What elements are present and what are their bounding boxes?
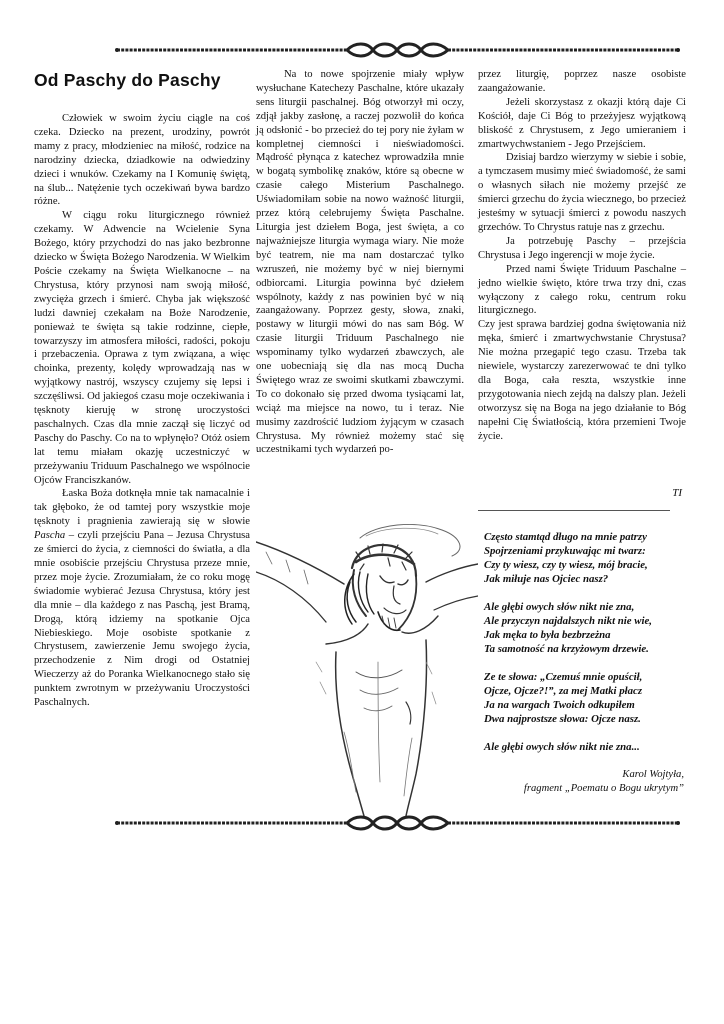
poem: [484, 530, 689, 768]
poem-line: Czy ty wiesz, czy ty wiesz, mój bracie,: [484, 559, 648, 571]
paragraph: Przed nami Święte Triduum Paschalne – jedno wielkie święto, które trwa trzy dni, czas wyłączony z całego roku, centrum roku liturgicznego.: [478, 263, 686, 317]
poem-line: Spojrzeniami przykuwając mi twarz:: [484, 545, 646, 557]
crucifix-illustration: [256, 512, 478, 816]
paragraph: W ciągu roku liturgicznego również czekamy. W Adwencie na Wcielenie Syna Bożego, który przychodzi do nas jako bezbronne dziecko w Święta Bożego Narodzenia. W Wielkim Poście czekamy na Święta Wielkanocne – na Chrystusa, który przynosi nam swoją miłość, zwycięża grzech i śmierć. Chyba jak większość ludzi dawniej czekałam na Boże Narodzenie, ponieważ te święta są takie rodzinne, ciepłe, towarzyszy im atmosfera miłości, radości, pokoju i przebaczenia. Oprawa z tym związana, a więc choinka, prezenty, kolędy wprowadzają nas w wyjątkowy nastrój, wszyscy czujemy się lepsi i szczęśliwsi. Od jakiegoś czasu moje oczekiwania i tęsknoty kieruję w stronę uroczystości paschalnych. Czas dla mnie zaczął się liczyć od Paschy do Paschy. Co na to wpłynęło? Otóż osiem lat temu miałam okazję uczestniczyć w przeżywaniu Triduum Paschalnego we wspólnocie Ojców Franciszkanów.: [34, 210, 250, 486]
emphasis-pascha: Pascha: [34, 530, 66, 542]
poem-line: Ze te słowa: „Czemuś mnie opuścił,: [484, 671, 643, 683]
paragraph: Dzisiaj bardzo wierzymy w siebie i sobie, a tymczasem musimy mieć świadomość, że sami o własnych siłach nie możemy przejść ze śmierci grzechu do życia wiecznego, bo przecież jesteśmy w sytuacji śmierci z powodu naszych grzechów. To Chrystus ratuje nas z grzechu.: [478, 152, 686, 233]
poem-stanza: [484, 670, 689, 726]
article-title: Od Paschy do Paschy: [34, 70, 221, 90]
poem-line: Jak męka to była bezbrzeżna: [484, 629, 611, 641]
column-3: [478, 68, 686, 443]
paragraph: przez liturgię, poprzez nasze osobiste zaangażowanie.: [478, 69, 686, 94]
divider-line: [478, 510, 670, 511]
paragraph: Ja potrzebuję Paschy – przejścia Chrystusa i Jego ingerencji w moje życie.: [478, 235, 686, 261]
paragraph: Na to nowe spojrzenie miały wpływ wysłuchane Katechezy Paschalne, które ukazały sens liturgii paschalnej. Bóg otworzył mi oczy, zdjął jakby zasłonę, a raczej pozwolił do końca ją odsłonić - bo przecież do tej pory nie żyłam w kompletnej ciemności i nieświadomości. Mądrość płynąca z katechez wprowadziła mnie w bogatą symbolikę znaków, które są obecne w czasie całego Misterium Paschalnego. Uświadomiłam sobie na nowo ważność liturgii, przez którą celebrujemy Święta Paschalne. Liturgia jest dziełem Boga, jest święta, a co najważniejsze liturgia wymaga wiary. Nie może być teatrem, nie ma nam dostarczać tylko wzruszeń, nie możemy być w niej biernymi odbiorcami. Liturgia powinna być dziełem wspólnoty, każdy z nas powinien być w nią zaangażowany. Poprzez gesty, słowa, znaki, postawy w liturgii mówi do nas sam Bóg. W czasie liturgii Triduum Paschalnego nie wspominamy tylko wydarzeń zbawczych, ale one uobecniają się dla nas mocą Ducha Świętego wraz ze swoimi skutkami zbawczymi. To co dokonało się przed dwoma tysiącami lat, wciąż ma miejsce na nowo, tu i teraz. Nie musimy zazdrościć ludziom żyjącym w czasach Chrystusa. My również możemy stać się uczestnikami tych wydarzeń po-: [256, 69, 464, 456]
column-1: [34, 112, 250, 710]
poem-line: Ja na wargach Twoich odkupiłem: [484, 699, 635, 711]
poem-stanza: [484, 600, 689, 656]
poem-stanza: [484, 530, 689, 586]
poem-stanza: [484, 740, 689, 754]
poem-line: Często stamtąd długo na mnie patrzy: [484, 531, 647, 543]
poem-attribution: [524, 768, 684, 796]
author-signature: TI: [672, 487, 682, 499]
poem-source: fragment „Poematu o Bogu ukrytym”: [523, 783, 684, 794]
column-2: [256, 68, 464, 457]
text-span: Łaska Boża dotknęła mnie tak namacalnie i tak głęboko, że od tamtej pory wszystkie moje tęsknoty i pragnienia zawierają się w słowie: [34, 488, 250, 528]
poem-line: Dwa najprostsze słowa: Ojcze nasz.: [484, 713, 641, 725]
paragraph: [34, 487, 250, 710]
top-rope-ornament: [115, 42, 680, 58]
poem-line: Ojcze, Ojcze?!”, za mej Matki płacz: [484, 685, 643, 697]
paragraph: Jeżeli skorzystasz z okazji którą daje Ci Kościół, daje Ci Bóg to przeżyjesz wyjątkową bliskość z Chrystusem, z Jego umieraniem i zmartwychwstaniem - Jego Przejściem.: [478, 96, 686, 150]
poem-line: Ta samotność na krzyżowym drzewie.: [484, 643, 649, 655]
paragraph: Człowiek w swoim życiu ciągle na coś czeka. Dziecko na prezent, urodziny, powrót mamy z pracy, młodzieniec na miłość, rodzice na narodziny dziecka, dziadkowie na odwiedziny dzieci i wnuków. Czekamy na I Komunię świętą, na ślub... Natężenie tych oczekiwań bywa bardzo różne.: [34, 113, 250, 208]
poem-line: Ale przyczyn najdalszych nikt nie wie,: [484, 615, 652, 627]
poem-line: Ale głębi owych słów nikt nie zna,: [484, 601, 635, 613]
poem-author: Karol Wojtyła,: [622, 769, 684, 780]
text-span: – czyli przejściu Pana – Jezusa Chrystusa ze śmierci do życia, z ciemności do światła, a dla mnie osobiście przejściu Chrystusa przeze mnie, przez moje życie. Zrozumiałam, że co roku mogę świadomie wybierać Jezusa Chrystusa, który jest dla mnie – dla każdego z nas Paschą, jest Bramą, Drogą, którą idziemy na spotkanie Ojca Niebieskiego. Moje osobiste spotkanie z Chrystusem, zawierzenie Jemu swojego życia, przechodzenie z Nim drogi od Ostatniej Wieczerzy aż do Poranka Wielkanocnego stało się punktem zwrotnym w przeżywaniu Uroczystości Paschalnych.: [34, 530, 250, 709]
poem-line: Ale głębi owych słów nikt nie zna...: [484, 741, 640, 753]
bottom-rope-ornament: [115, 815, 680, 831]
poem-line: Jak miłuje nas Ojciec nasz?: [484, 573, 609, 585]
paragraph: Czy jest sprawa bardziej godna świętowania niż męka, śmierć i zmartwychwstanie Chrystusa? Nie można przegapić tego czasu. Trzeba tak niewiele, wystarczy zarezerwować te dni tylko dla Boga, cała reszta, wszystkie inne przygotowania niech zejdą na dalszy plan. Jeżeli otworzysz się na Boga na jego działanie to Bóg napełni Cię Światłością, która przemieni Twoje życie.: [478, 319, 686, 442]
